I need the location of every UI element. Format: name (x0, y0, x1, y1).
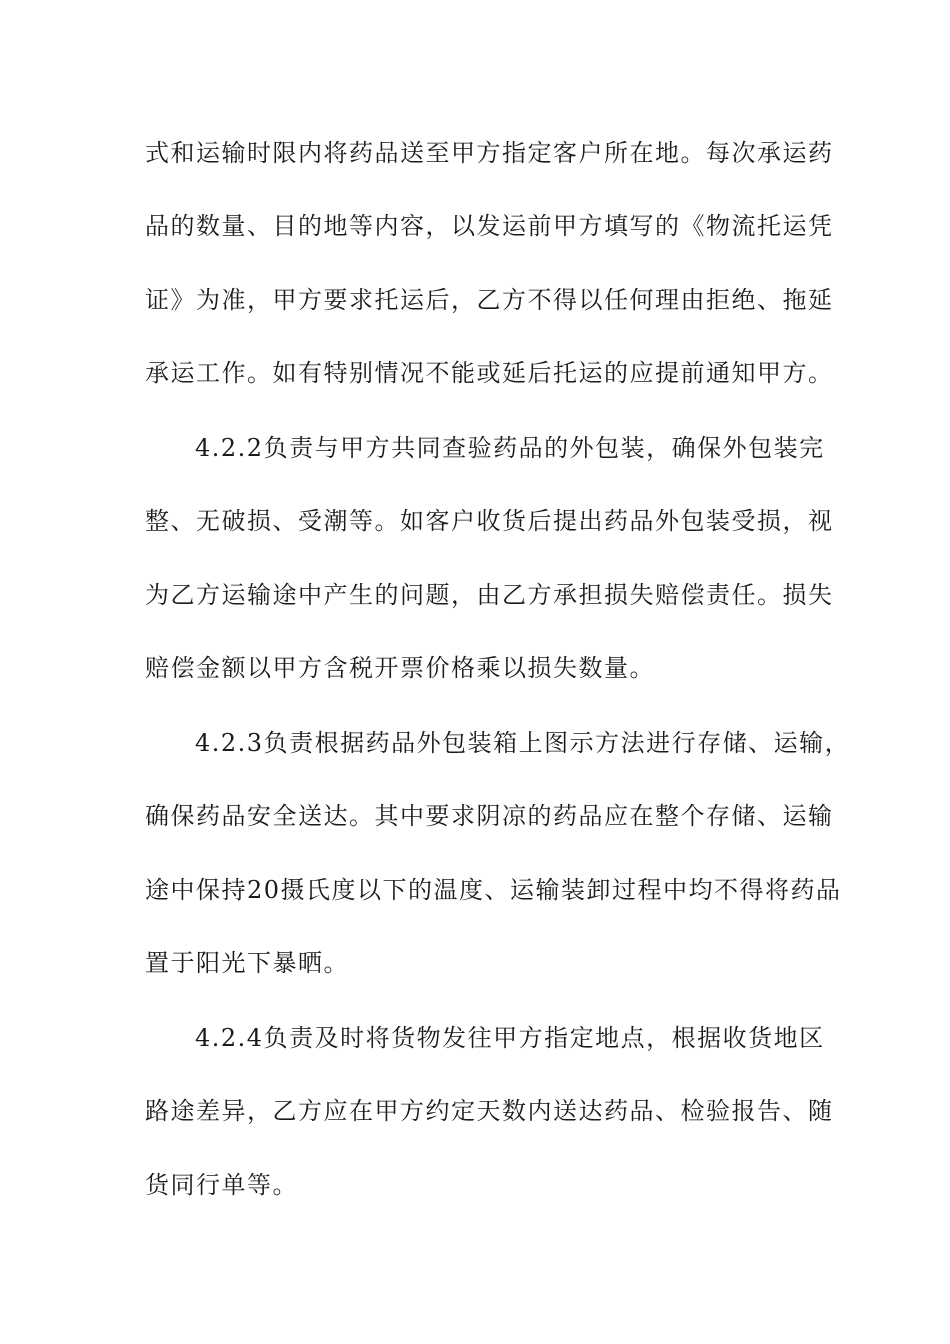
clause-4-2-2-first-line: 4.2.2负责与甲方共同查验药品的外包装，确保外包装完 (195, 434, 825, 462)
paragraph-line: 路途差异，乙方应在甲方约定天数内送达药品、检验报告、随 (145, 1097, 834, 1125)
paragraph-line: 途中保持20摄氏度以下的温度、运输装卸过程中均不得将药品 (145, 876, 842, 904)
paragraph-line: 置于阳光下暴晒。 (145, 949, 349, 977)
paragraph-line: 证》为准，甲方要求托运后，乙方不得以任何理由拒绝、拖延 (145, 286, 834, 314)
clause-4-2-4-first-line: 4.2.4负责及时将货物发往甲方指定地点，根据收货地区 (195, 1024, 825, 1052)
paragraph-line: 承运工作。如有特别情况不能或延后托运的应提前通知甲方。 (145, 359, 834, 387)
paragraph-line: 式和运输时限内将药品送至甲方指定客户所在地。每次承运药 (145, 139, 834, 167)
paragraph-line: 整、无破损、受潮等。如客户收货后提出药品外包装受损，视 (145, 507, 834, 535)
paragraph-line: 确保药品安全送达。其中要求阴凉的药品应在整个存储、运输 (145, 802, 834, 830)
paragraph-line: 为乙方运输途中产生的问题，由乙方承担损失赔偿责任。损失 (145, 581, 834, 609)
paragraph-line: 货同行单等。 (145, 1171, 298, 1199)
paragraph-line: 赔偿金额以甲方含税开票价格乘以损失数量。 (145, 654, 655, 682)
clause-4-2-3-first-line: 4.2.3负责根据药品外包装箱上图示方法进行存储、运输， (195, 729, 851, 757)
paragraph-line: 品的数量、目的地等内容，以发运前甲方填写的《物流托运凭 (145, 212, 834, 240)
